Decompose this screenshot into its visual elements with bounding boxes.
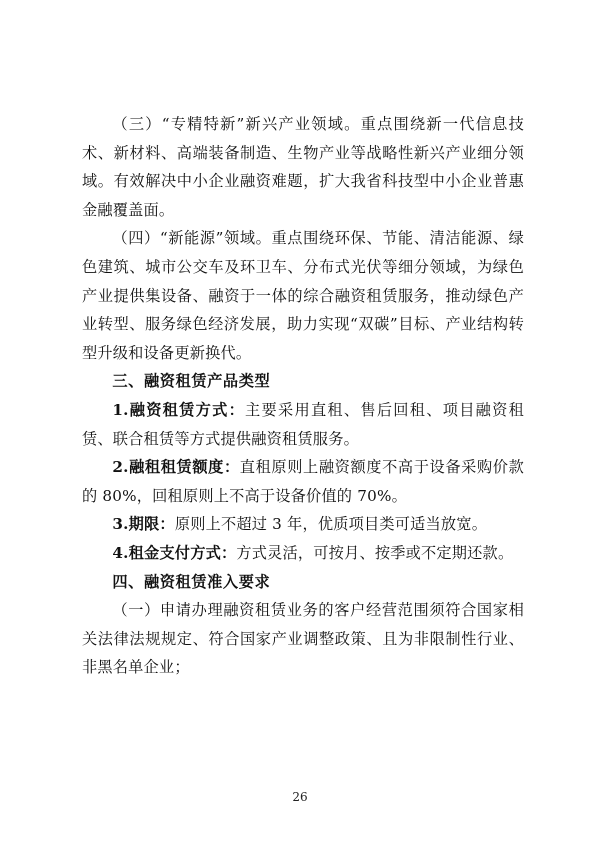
- section-heading-product-types: 三、融资租赁产品类型: [112, 372, 271, 391]
- page-body: [82, 110, 524, 682]
- item-text: 主要采用直租、售后回租、项目融资租赁、联合租赁等方式提供融资租赁服务。: [82, 400, 524, 448]
- paragraph-new-energy: [82, 224, 524, 367]
- item-leasing-method: [82, 396, 524, 453]
- item-requirement-1: [82, 596, 524, 682]
- item-text: 直租原则上融资额度不高于设备采购价款的 80%，回租原则上不高于设备价值的 70%。: [82, 458, 525, 505]
- item-lead: 1.融资租赁方式：: [112, 400, 246, 419]
- paragraph-text: （四）“新能源”领域。重点围绕环保、节能、清洁能源、绿色建筑、城市公交车及环卫车、分布式光伏等细分领域，为绿色产业提供集设备、融资于一体的综合融资租赁服务，推动绿色产业转型、服务绿色经济发展，助力实现“双碳”目标、产业结构转型升级和设备更新换代。: [82, 229, 524, 362]
- item-term: [82, 510, 524, 539]
- paragraph-text: （三）“专精特新”新兴产业领域。重点围绕新一代信息技术、新材料、高端装备制造、生物产业等战略性新兴产业细分领域。有效解决中小企业融资难题，扩大我省科技型中小企业普惠金融覆盖面。: [82, 115, 524, 219]
- section-heading-admission-requirements: 四、融资租赁准入要求: [112, 572, 271, 591]
- item-leasing-amount: [82, 453, 524, 510]
- item-lead: 2.融租租赁额度：: [112, 458, 240, 477]
- page-number: 26: [292, 790, 308, 804]
- item-lead: 4.租金支付方式：: [112, 543, 237, 562]
- item-text: 方式灵活，可按月、按季或不定期还款。: [236, 543, 514, 562]
- item-lead: 3.期限：: [112, 515, 175, 534]
- item-payment-method: [82, 539, 524, 568]
- item-text: （一）申请办理融资租赁业务的客户经营范围须符合国家相关法律法规规定、符合国家产业调整政策、且为非限制性行业、非黑名单企业；: [82, 601, 524, 677]
- paragraph-specialized-industries: [82, 110, 524, 224]
- item-text: 原则上不超过 3 年，优质项目类可适当放宽。: [174, 515, 488, 534]
